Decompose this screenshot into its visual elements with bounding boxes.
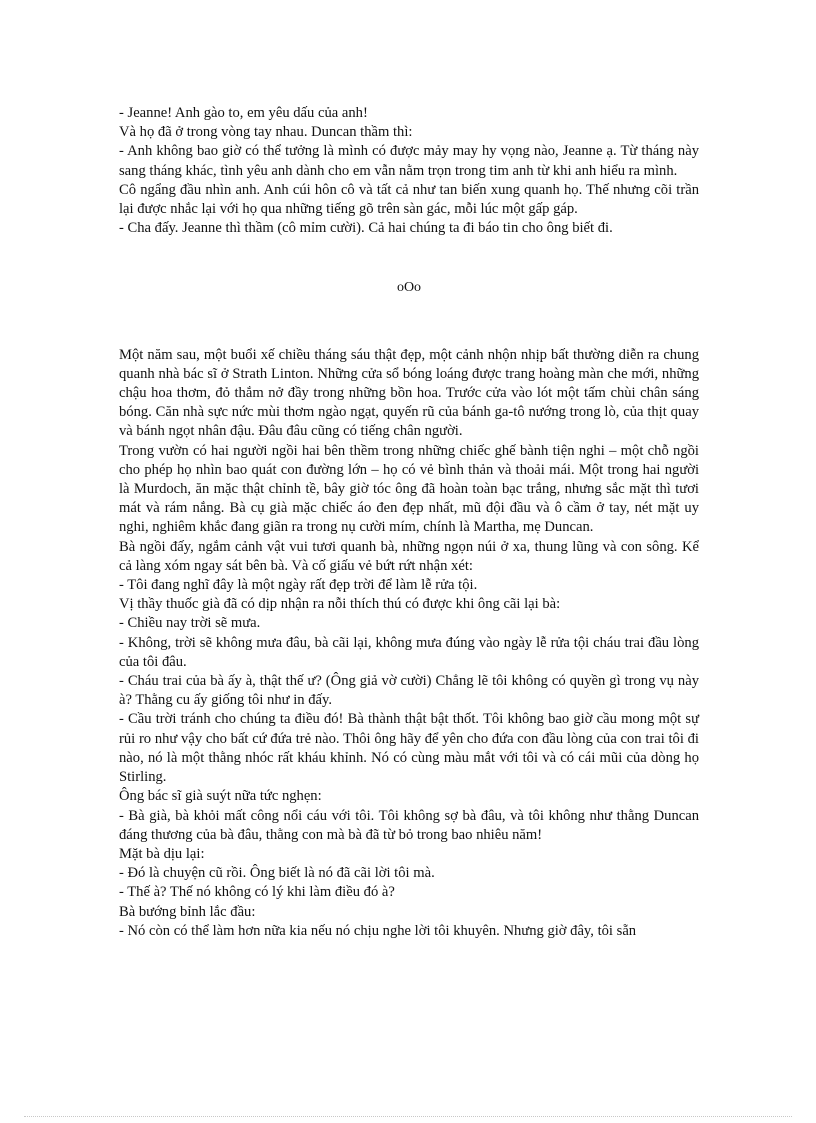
paragraph: Một năm sau, một buổi xế chiều tháng sáu thật đẹp, một cảnh nhộn nhịp bất thường diễn ra chung quanh nhà bác sĩ ở Strath Linton. Những cửa sổ bóng loáng được trang hoàng màn che mới, những chậu hoa thơm, đỏ thắm nở đầy trong những bồn hoa. Trước cửa vào lót một tấm chùi chân sáng bóng. Căn nhà sực nức mùi thơm ngào ngạt, quyến rũ của bánh ga-tô nướng trong lò, của thịt quay và bánh ngọt nhân đậu. Đâu đâu cũng có tiếng chân người. — [119, 346, 699, 440]
paragraph: - Anh không bao giờ có thể tưởng là mình có được mảy may hy vọng nào, Jeanne ạ. Từ tháng này sang tháng khác, tình yêu anh dành cho em vẫn nằm trọn trong tim anh từ khi anh hiểu ra mình. — [119, 143, 699, 179]
page-bottom-dotted-rule — [24, 1116, 792, 1117]
paragraph: Và họ đã ở trong vòng tay nhau. Duncan thầm thì: — [119, 124, 413, 141]
paragraph: - Jeanne! Anh gào to, em yêu dấu của anh! — [119, 105, 368, 121]
paragraph: - Đó là chuyện cũ rồi. Ông biết là nó đã cãi lời tôi mà. — [119, 865, 435, 882]
section-one-year-later — [119, 346, 699, 941]
paragraph: - Thế à? Thế nó không có lý khi làm điều đó à? — [119, 884, 395, 901]
paragraph: Cô ngẩng đầu nhìn anh. Anh cúi hôn cô và tất cả như tan biến xung quanh họ. Thế nhưng cõi trần lại được nhắc lại với họ qua những tiếng gõ trên sàn gác, mỗi lúc một gấp gáp. — [119, 181, 699, 218]
paragraph: Vị thầy thuốc già đã có dịp nhận ra nỗi thích thú có được khi ông cãi lại bà: — [119, 596, 561, 613]
paragraph: - Nó còn có thể làm hơn nữa kia nếu nó chịu nghe lời tôi khuyên. Nhưng giờ đây, tôi sẵn — [119, 922, 637, 939]
paragraph: - Chiều nay trời sẽ mưa. — [119, 615, 261, 632]
paragraph: - Cha đấy. Jeanne thì thầm (cô mỉm cười). Cả hai chúng ta đi báo tin cho ông biết đi. — [119, 220, 613, 237]
paragraph: - Tôi đang nghĩ đây là một ngày rất đẹp trời để làm lễ rửa tội. — [119, 577, 478, 594]
paragraph: Bà ngồi đấy, ngắm cảnh vật vui tươi quanh bà, những ngọn núi ở xa, thung lũng và con sông. Kể cả làng xóm ngay sát bên bà. Và cố giấu vẻ bứt rứt nhận xét: — [119, 538, 699, 574]
paragraph: - Không, trời sẽ không mưa đâu, bà cãi lại, không mưa đúng vào ngày lễ rửa tội cháu trai đầu lòng của tôi đâu. — [119, 634, 699, 670]
paragraph: - Cháu trai của bà ấy à, thật thế ư? (Ông giả vờ cười) Chẳng lẽ tôi không có quyền gì trong vụ này à? Thằng cu ấy giống tôi như in đấy. — [119, 673, 699, 709]
paragraph: - Cầu trời tránh cho chúng ta điều đó! Bà thành thật bật thốt. Tôi không bao giờ cầu mong một sự rủi ro như vậy cho bất cứ đứa trẻ nào. Thôi ông hãy để yên cho đứa con đầu lòng của con trai tôi đi nào, nó là một thằng nhóc rất kháu khỉnh. Nó có cùng màu mắt với tôi và có cái mũi của dòng họ Stirling. — [119, 711, 699, 786]
paragraph: - Bà già, bà khỏi mất công nổi cáu với tôi. Tôi không sợ bà đâu, và tôi không như thằng Duncan đáng thương của bà đâu, thằng con mà bà đã từ bỏ trong bao nhiêu năm! — [119, 807, 699, 843]
paragraph: Mặt bà dịu lại: — [119, 845, 205, 862]
section-divider: oOo — [396, 280, 422, 296]
paragraph: Trong vườn có hai người ngồi hai bên thềm trong những chiếc ghế bành tiện nghi – một chỗ ngồi cho phép họ nhìn bao quát con đường lớn – họ có vẻ bình thản và thoải mái. Một trong hai người là Murdoch, ăn mặc thật chỉnh tề, bây giờ tóc ông đã hoàn toàn bạc trắng, nhưng sắc mặt thì tươi mát và rám nắng. Bà cụ già mặc chiếc áo đen đẹp nhất, mũ đội đầu và ô cầm ở tay, nét mặt uy nghi, nghiêm khắc đang giãn ra trong nụ cười mím, chính là Martha, mẹ Duncan. — [119, 442, 699, 536]
paragraph: Bà bướng bỉnh lắc đầu: — [119, 903, 256, 920]
section-dialogue-jeanne — [119, 104, 699, 238]
paragraph: Ông bác sĩ già suýt nữa tức nghẹn: — [119, 788, 322, 805]
document-page — [119, 104, 699, 941]
